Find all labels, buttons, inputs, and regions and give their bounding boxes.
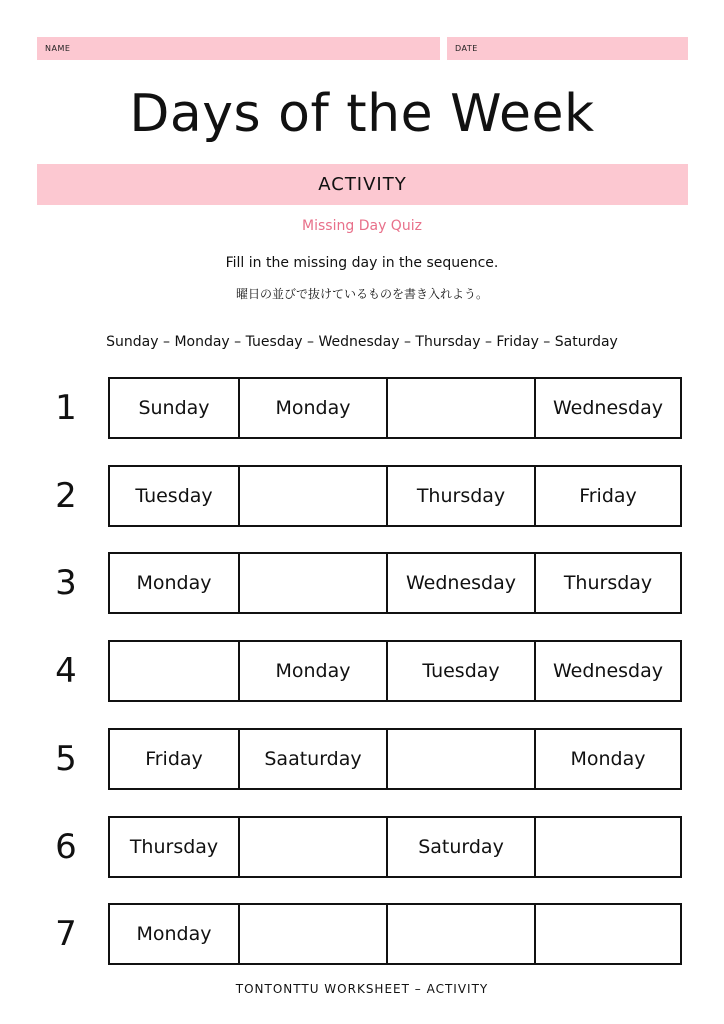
- row-number: 3: [55, 563, 77, 603]
- quiz-row: [0, 552, 724, 614]
- day-cell: Saaturday: [240, 730, 388, 788]
- blank-answer-cell[interactable]: [240, 554, 388, 612]
- day-cell: Monday: [110, 905, 240, 963]
- blank-answer-cell[interactable]: [110, 642, 240, 700]
- row-number: 1: [55, 388, 77, 428]
- instruction-text: Fill in the missing day in the sequence.: [225, 255, 499, 271]
- page-title: Days of the Week: [129, 84, 595, 144]
- day-grid: [108, 552, 682, 614]
- activity-banner: ACTIVITY: [37, 164, 688, 205]
- day-grid: [108, 377, 682, 439]
- quiz-row: [0, 816, 724, 878]
- day-cell: Tuesday: [110, 467, 240, 525]
- row-number: 6: [55, 827, 77, 867]
- day-cell: Friday: [579, 485, 637, 507]
- quiz-row: [0, 728, 724, 790]
- day-cell: Wednesday: [552, 660, 663, 682]
- date-field[interactable]: [447, 37, 688, 60]
- quiz-row: [0, 903, 724, 965]
- day-cell: Monday: [570, 748, 646, 770]
- day-cell: Tuesday: [388, 642, 536, 700]
- day-grid: [108, 903, 682, 965]
- name-label: NAME: [45, 44, 71, 53]
- day-cell: Thursday: [110, 818, 240, 876]
- blank-answer-cell[interactable]: [240, 818, 388, 876]
- row-number: 2: [55, 476, 77, 516]
- day-cell: Monday: [240, 379, 388, 437]
- day-grid: [108, 465, 682, 527]
- blank-answer-cell[interactable]: [388, 730, 536, 788]
- day-cell: Friday: [110, 730, 240, 788]
- instruction-text-jp: 曜日の並びで抜けているものを書き入れよう。: [235, 287, 488, 301]
- blank-answer-cell[interactable]: [240, 467, 388, 525]
- day-cell: Sunday: [110, 379, 240, 437]
- quiz-subtitle: Missing Day Quiz: [302, 218, 422, 234]
- day-cell: Monday: [240, 642, 388, 700]
- row-number: 4: [55, 651, 77, 691]
- quiz-row: [0, 377, 724, 439]
- footer-text: TONTONTTU WORKSHEET – ACTIVITY: [235, 982, 489, 996]
- day-grid: [108, 728, 682, 790]
- day-cell: Monday: [110, 554, 240, 612]
- quiz-row: [0, 640, 724, 702]
- day-cell: Wednesday: [552, 397, 663, 419]
- day-grid: [108, 640, 682, 702]
- row-number: 7: [55, 914, 77, 954]
- day-cell: Saturday: [388, 818, 536, 876]
- day-cell: Thursday: [388, 467, 536, 525]
- blank-answer-cell[interactable]: [388, 905, 536, 963]
- blank-answer-cell[interactable]: [536, 818, 680, 876]
- quiz-row: [0, 465, 724, 527]
- day-grid: [108, 816, 682, 878]
- day-sequence: Sunday – Monday – Tuesday – Wednesday – Thursday – Friday – Saturday: [106, 334, 618, 350]
- blank-answer-cell[interactable]: [388, 379, 536, 437]
- name-field[interactable]: [37, 37, 440, 60]
- row-number: 5: [55, 739, 77, 779]
- day-cell: Wednesday: [388, 554, 536, 612]
- blank-answer-cell[interactable]: [536, 905, 680, 963]
- date-label: DATE: [455, 44, 478, 53]
- day-cell: Thursday: [563, 572, 653, 594]
- blank-answer-cell[interactable]: [240, 905, 388, 963]
